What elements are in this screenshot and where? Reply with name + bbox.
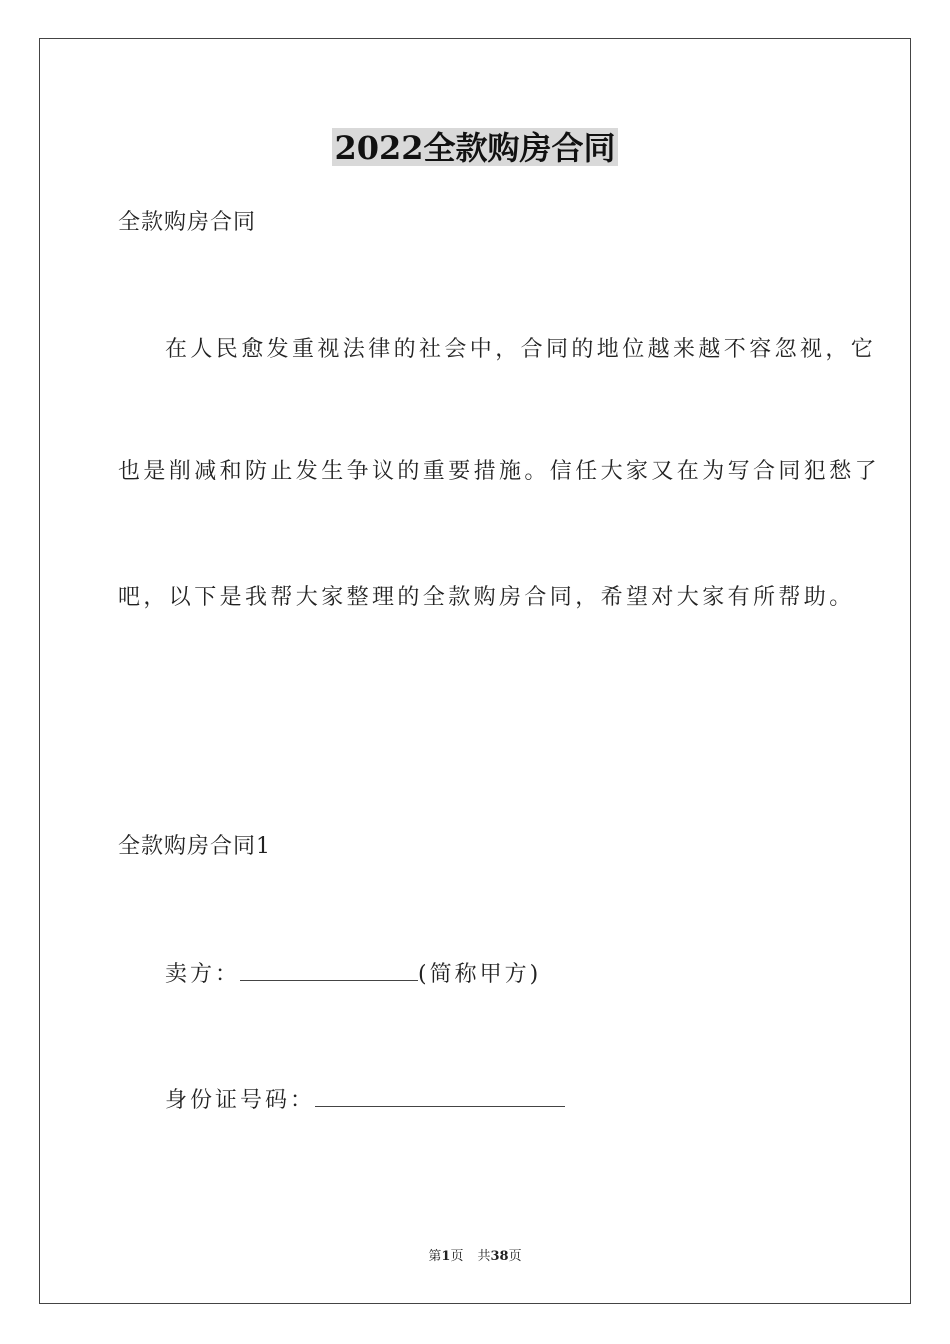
seller-suffix: (简称甲方)	[418, 962, 542, 987]
id-number-field-row	[165, 1086, 565, 1112]
id-number-blank-line	[315, 1086, 565, 1107]
document-subtitle: 全款购房合同	[118, 210, 257, 235]
total-prefix: 共	[477, 1249, 491, 1264]
page-footer	[0, 1250, 950, 1263]
page-unit: 页	[450, 1249, 464, 1264]
intro-paragraph-line-3: 吧，以下是我帮大家整理的全款购房合同，希望对大家有所帮助。	[118, 585, 855, 610]
seller-label: 卖方：	[165, 962, 241, 987]
intro-paragraph-line-1: 在人民愈发重视法律的社会中，合同的地位越来越不容忽视，它	[165, 337, 877, 362]
seller-blank-line	[240, 960, 418, 981]
page-total: 38	[490, 1249, 509, 1264]
id-number-label: 身份证号码：	[165, 1088, 316, 1113]
document-title: 2022全款购房合同	[334, 129, 616, 167]
page-current: 1	[441, 1249, 451, 1264]
total-unit: 页	[508, 1249, 522, 1264]
page-prefix: 第	[428, 1249, 442, 1264]
section-heading: 全款购房合同1	[118, 834, 271, 859]
intro-paragraph-line-2: 也是削减和防止发生争议的重要措施。信任大家又在为写合同犯愁了	[118, 459, 881, 484]
document-title-wrapper	[0, 128, 950, 166]
seller-field-row	[165, 960, 541, 986]
